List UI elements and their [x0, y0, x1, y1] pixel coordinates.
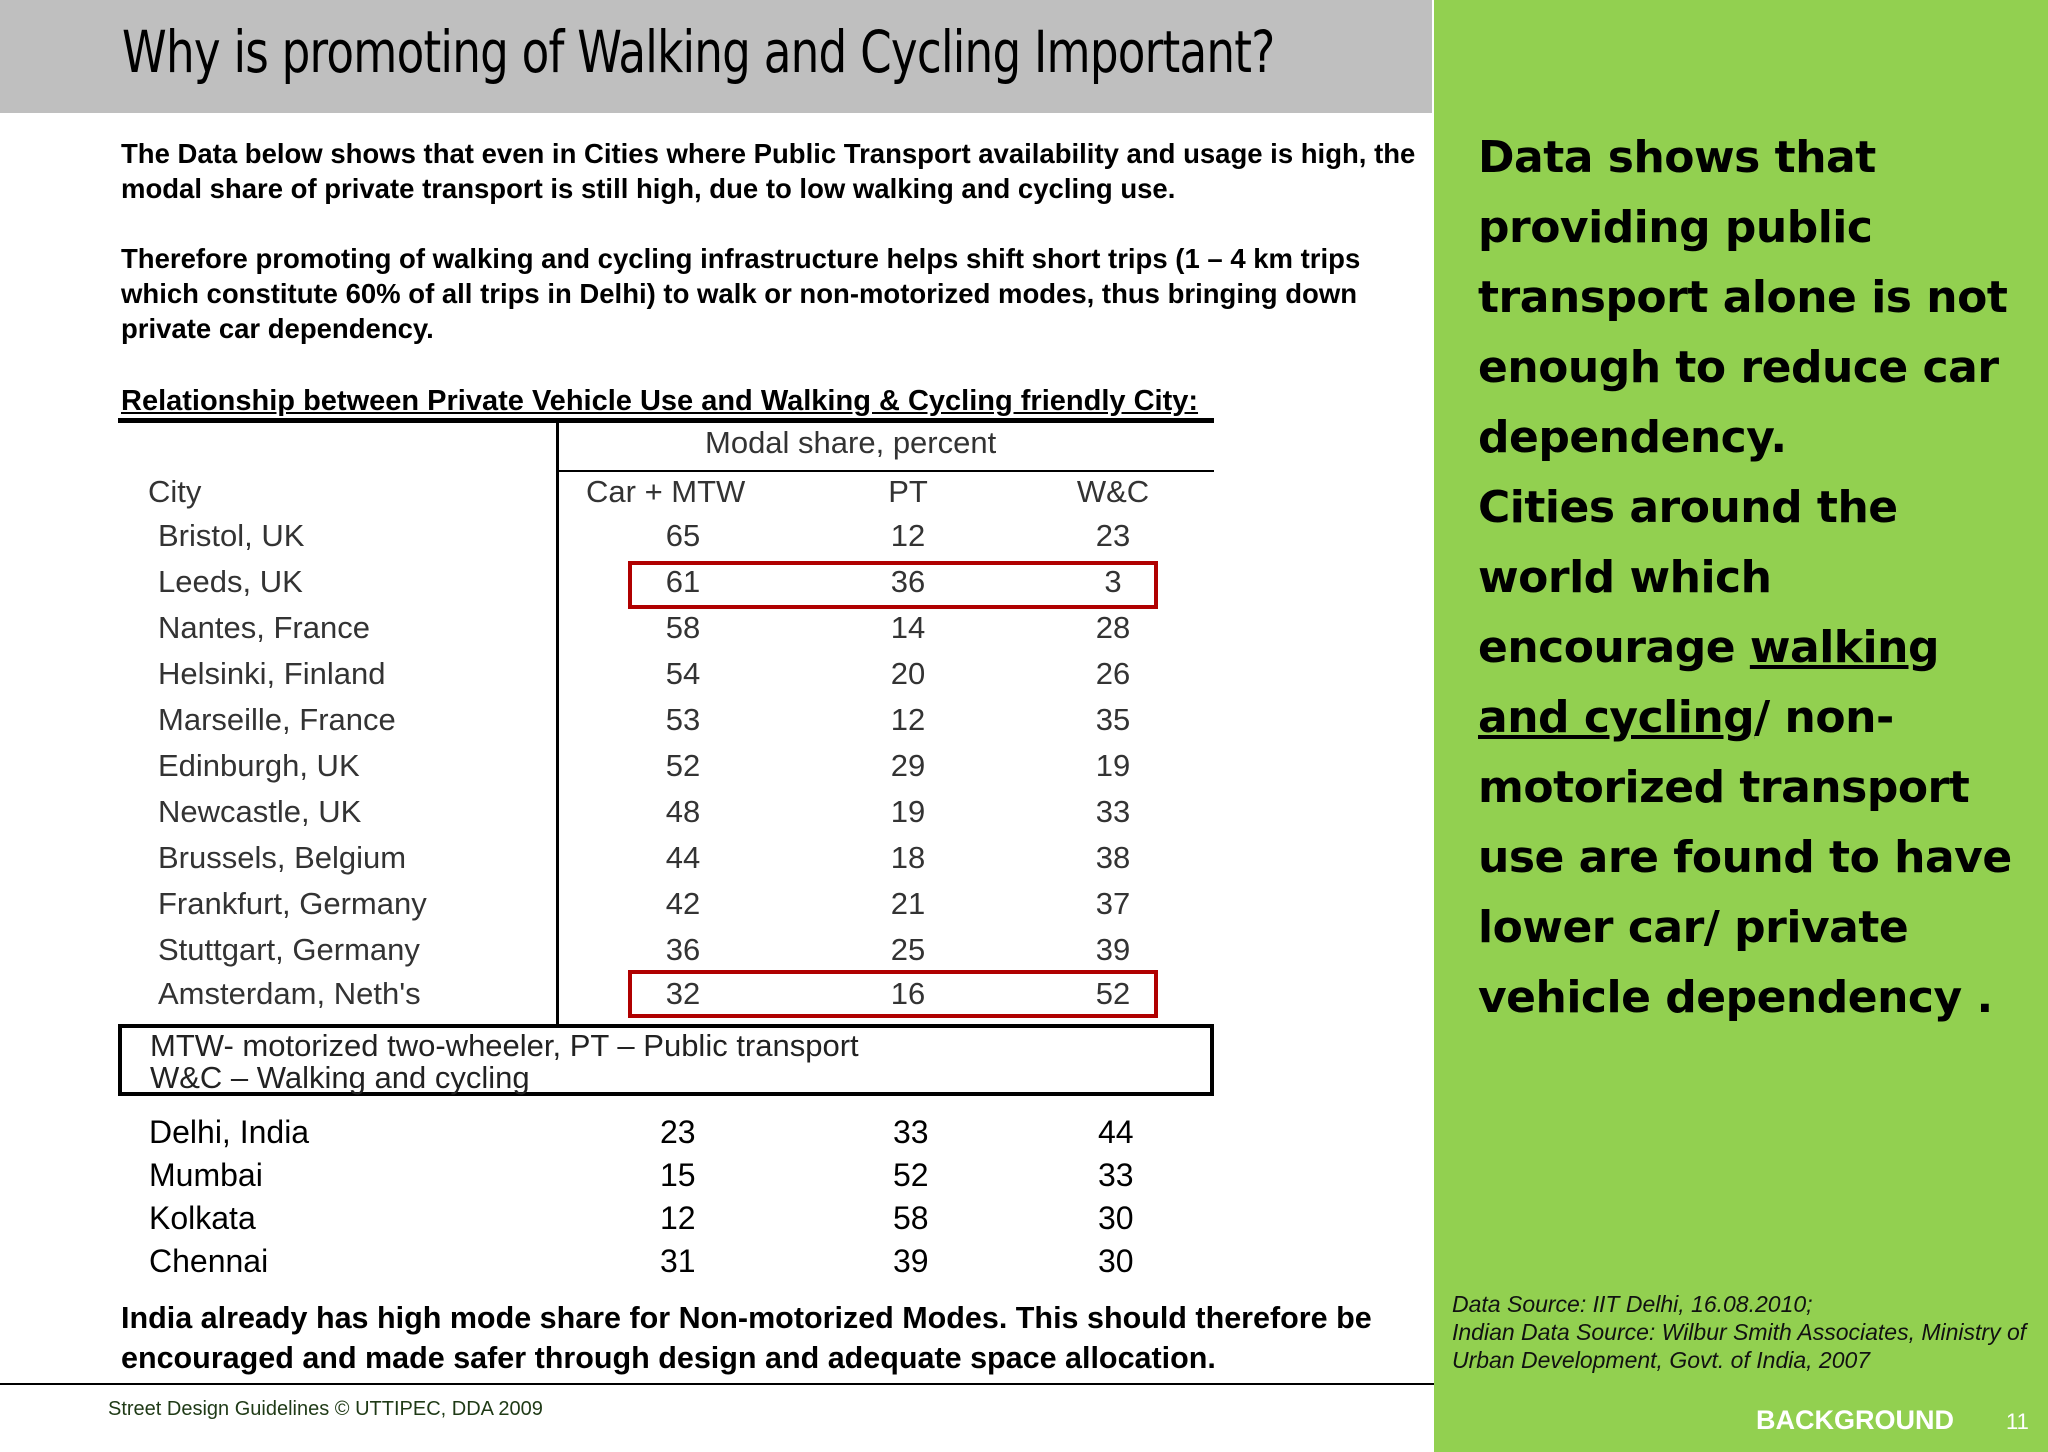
data-source-line-2: Indian Data Source: Wilbur Smith Associates, Ministry of Urban Development, Govt. of India, 2007: [1452, 1319, 2027, 1373]
row-city: Brussels, Belgium: [158, 840, 407, 875]
india-city: Chennai: [149, 1243, 269, 1279]
row-wc: 28: [1095, 610, 1131, 645]
table-legend: [118, 1024, 1214, 1096]
section-label: BACKGROUND: [1756, 1405, 1954, 1435]
row-car-mtw: 52: [665, 748, 701, 783]
row-pt: 18: [890, 840, 926, 875]
row-city: Edinburgh, UK: [158, 748, 360, 783]
table-column-divider: [556, 418, 559, 1024]
page-number: 11: [2006, 1409, 2029, 1434]
footer-credit: Street Design Guidelines © UTTIPEC, DDA 2009: [108, 1398, 543, 1420]
india-pt: 58: [893, 1200, 929, 1236]
row-car-mtw: 42: [665, 886, 701, 921]
row-wc: 33: [1095, 794, 1131, 829]
row-pt: 16: [890, 976, 926, 1011]
row-city: Stuttgart, Germany: [158, 932, 420, 967]
row-pt: 19: [890, 794, 926, 829]
row-car-mtw: 53: [665, 702, 701, 737]
legend-line-1: MTW- motorized two-wheeler, PT – Public transport: [150, 1028, 859, 1063]
page-title: Why is promoting of Walking and Cycling Important?: [122, 18, 1275, 86]
row-wc: 26: [1095, 656, 1131, 691]
highlight-box-leeds: [628, 561, 1158, 609]
row-pt: 20: [890, 656, 926, 691]
row-car-mtw: 54: [665, 656, 701, 691]
row-pt: 14: [890, 610, 926, 645]
india-wc: 30: [1098, 1200, 1134, 1236]
row-car-mtw: 48: [665, 794, 701, 829]
india-wc: 33: [1098, 1157, 1134, 1193]
row-city: Leeds, UK: [158, 564, 303, 599]
data-source-note: [1452, 1290, 2042, 1374]
sidebar-message-1: Data shows that providing public transport alone is not enough to reduce car dependency.: [1478, 132, 2008, 463]
data-source-line-1: Data Source: IIT Delhi, 16.08.2010;: [1452, 1291, 1813, 1317]
conclusion-text: India already has high mode share for Non-motorized Modes. This should therefore be encouraged and made safer through design and adequate space allocation.: [121, 1301, 1372, 1375]
table-group-rule: [556, 470, 1214, 472]
india-pt: 33: [893, 1114, 929, 1150]
row-pt: 12: [890, 518, 926, 553]
table-header-city: City: [148, 474, 202, 509]
india-car-mtw: 15: [660, 1157, 696, 1193]
row-pt: 29: [890, 748, 926, 783]
row-wc: 52: [1095, 976, 1131, 1011]
row-pt: 21: [890, 886, 926, 921]
row-city: Amsterdam, Neth's: [158, 976, 421, 1011]
india-car-mtw: 31: [660, 1243, 696, 1279]
india-car-mtw: 23: [660, 1114, 696, 1150]
legend-line-2: W&C – Walking and cycling: [150, 1060, 530, 1095]
sidebar-message-2-start: Cities around the world which encourage: [1478, 482, 1898, 673]
row-pt: 36: [890, 564, 926, 599]
sidebar-message-2-end: / non-motorized transport use are found to have lower car/ private vehicle dependency .: [1478, 692, 2012, 1023]
row-city: Helsinki, Finland: [158, 656, 386, 691]
india-pt: 39: [893, 1243, 929, 1279]
row-wc: 23: [1095, 518, 1131, 553]
row-car-mtw: 65: [665, 518, 701, 553]
india-city: Delhi, India: [149, 1114, 310, 1150]
row-car-mtw: 61: [665, 564, 701, 599]
india-city: Mumbai: [149, 1157, 263, 1193]
row-wc: 38: [1095, 840, 1131, 875]
row-car-mtw: 36: [665, 932, 701, 967]
table-header-pt: PT: [888, 474, 928, 509]
table-header-wc: W&C: [1076, 474, 1150, 509]
row-city: Newcastle, UK: [158, 794, 362, 829]
relationship-title: Relationship between Private Vehicle Use and Walking & Cycling friendly City:: [121, 385, 1199, 417]
india-city: Kolkata: [149, 1200, 256, 1236]
india-wc: 30: [1098, 1243, 1134, 1279]
row-wc: 3: [1104, 564, 1122, 599]
table-group-header: Modal share, percent: [705, 425, 997, 460]
row-car-mtw: 32: [665, 976, 701, 1011]
row-city: Bristol, UK: [158, 518, 305, 553]
india-wc: 44: [1098, 1114, 1134, 1150]
modal-share-table: [118, 418, 1218, 1102]
india-pt: 52: [893, 1157, 929, 1193]
row-city: Frankfurt, Germany: [158, 886, 427, 921]
row-car-mtw: 58: [665, 610, 701, 645]
intro-paragraph-2: Therefore promoting of walking and cycling infrastructure helps shift short trips (1 – 4 km trips which constitute 60% of all trips in Delhi) to walk or non-motorized modes, thus bringing down private car dependency.: [121, 243, 1361, 344]
row-city: Nantes, France: [158, 610, 370, 645]
highlight-box-amsterdam: [628, 970, 1158, 1018]
row-wc: 37: [1095, 886, 1131, 921]
row-wc: 35: [1095, 702, 1131, 737]
sidebar-message-2-emphasis: walking and cycling: [1478, 622, 1939, 743]
footer-divider: [0, 1383, 1434, 1385]
india-car-mtw: 12: [660, 1200, 696, 1236]
sidebar-message-2: [1478, 473, 2038, 1033]
table-top-rule: [118, 418, 1214, 423]
row-city: Marseille, France: [158, 702, 396, 737]
row-wc: 39: [1095, 932, 1131, 967]
row-wc: 19: [1095, 748, 1131, 783]
row-pt: 12: [890, 702, 926, 737]
table-header-car-mtw: Car + MTW: [586, 474, 746, 509]
intro-paragraph-1: The Data below shows that even in Cities where Public Transport availability and usage is high, the modal share of private transport is still high, due to low walking and cycling use.: [121, 138, 1416, 204]
row-pt: 25: [890, 932, 926, 967]
row-car-mtw: 44: [665, 840, 701, 875]
